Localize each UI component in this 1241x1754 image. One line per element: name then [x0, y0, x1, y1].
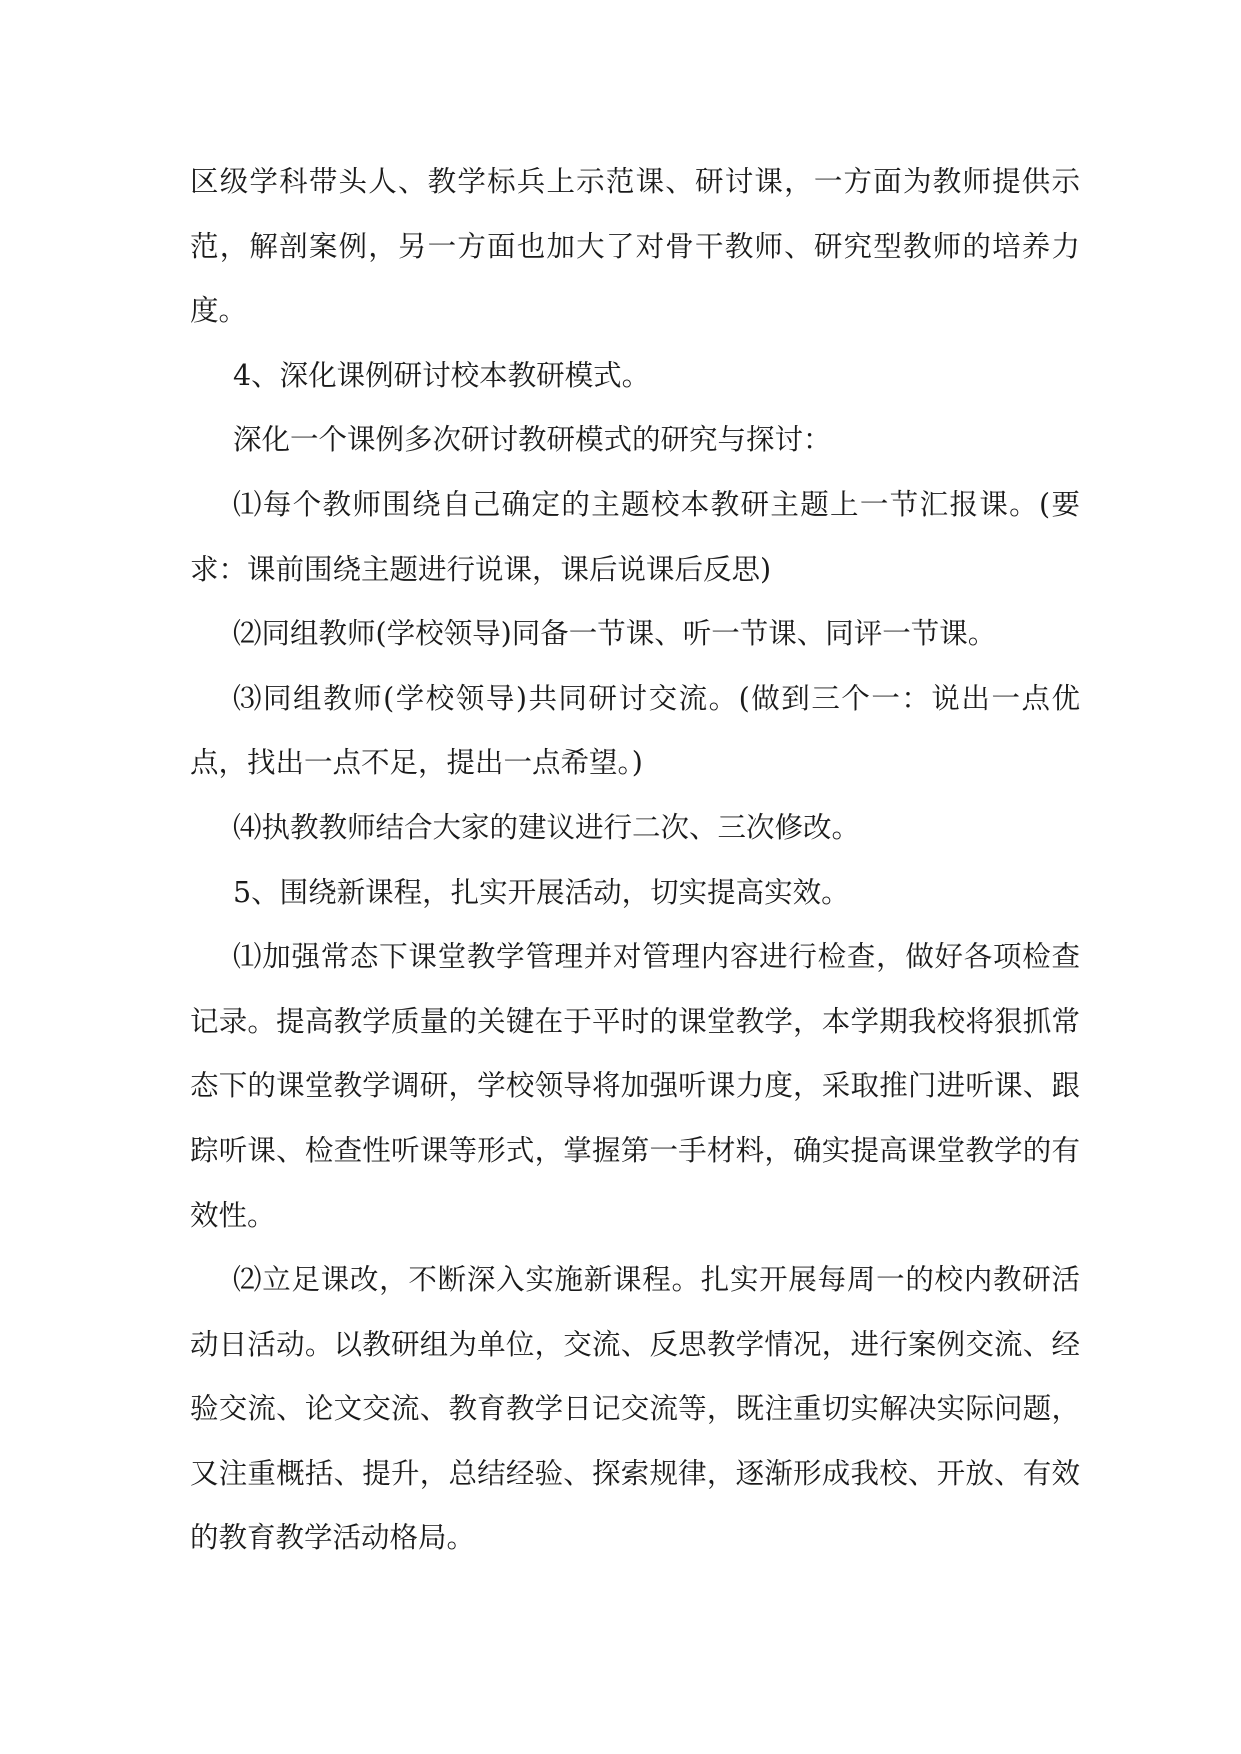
list-item: ⑶同组教师(学校领导)共同研讨交流。(做到三个一：说出一点优点，找出一点不足，提出一点希望。): [190, 681, 1080, 780]
paragraph: 深化一个课例多次研讨教研模式的研究与探讨：: [233, 423, 832, 457]
paragraph: 区级学科带头人、教学标兵上示范课、研讨课，一方面为教师提供示范，解剖案例，另一方面也加大了对骨干教师、研究型教师的培养力度。: [190, 165, 1080, 328]
list-item: ⑷执教教师结合大家的建议进行二次、三次修改。: [233, 810, 861, 844]
list-item: ⑵同组教师(学校领导)同备一节课、听一节课、同评一节课。: [233, 617, 997, 651]
list-item: ⑴每个教师围绕自己确定的主题校本教研主题上一节汇报课。(要求：课前围绕主题进行说课，课后说课后反思): [190, 487, 1080, 586]
list-item: ⑴加强常态下课堂教学管理并对管理内容进行检查，做好各项检查记录。提高教学质量的关键在于平时的课堂教学，本学期我校将狠抓常态下的课堂教学调研，学校领导将加强听课力度，采取推门进听课、跟踪听课、检查性听课等形式，掌握第一手材料，确实提高课堂教学的有效性。: [190, 940, 1080, 1232]
section-heading: 4、深化课例研讨校本教研模式。: [233, 358, 651, 392]
list-item: ⑵立足课改，不断深入实施新课程。扎实开展每周一的校内教研活动日活动。以教研组为单位，交流、反思教学情况，进行案例交流、经验交流、论文交流、教育教学日记交流等，既注重切实解决实际问题，又注重概括、提升，总结经验、探索规律，逐渐形成我校、开放、有效的教育教学活动格局。: [190, 1263, 1080, 1555]
document-body: [190, 150, 1080, 1571]
section-heading: 5、围绕新课程，扎实开展活动，切实提高实效。: [233, 875, 850, 909]
